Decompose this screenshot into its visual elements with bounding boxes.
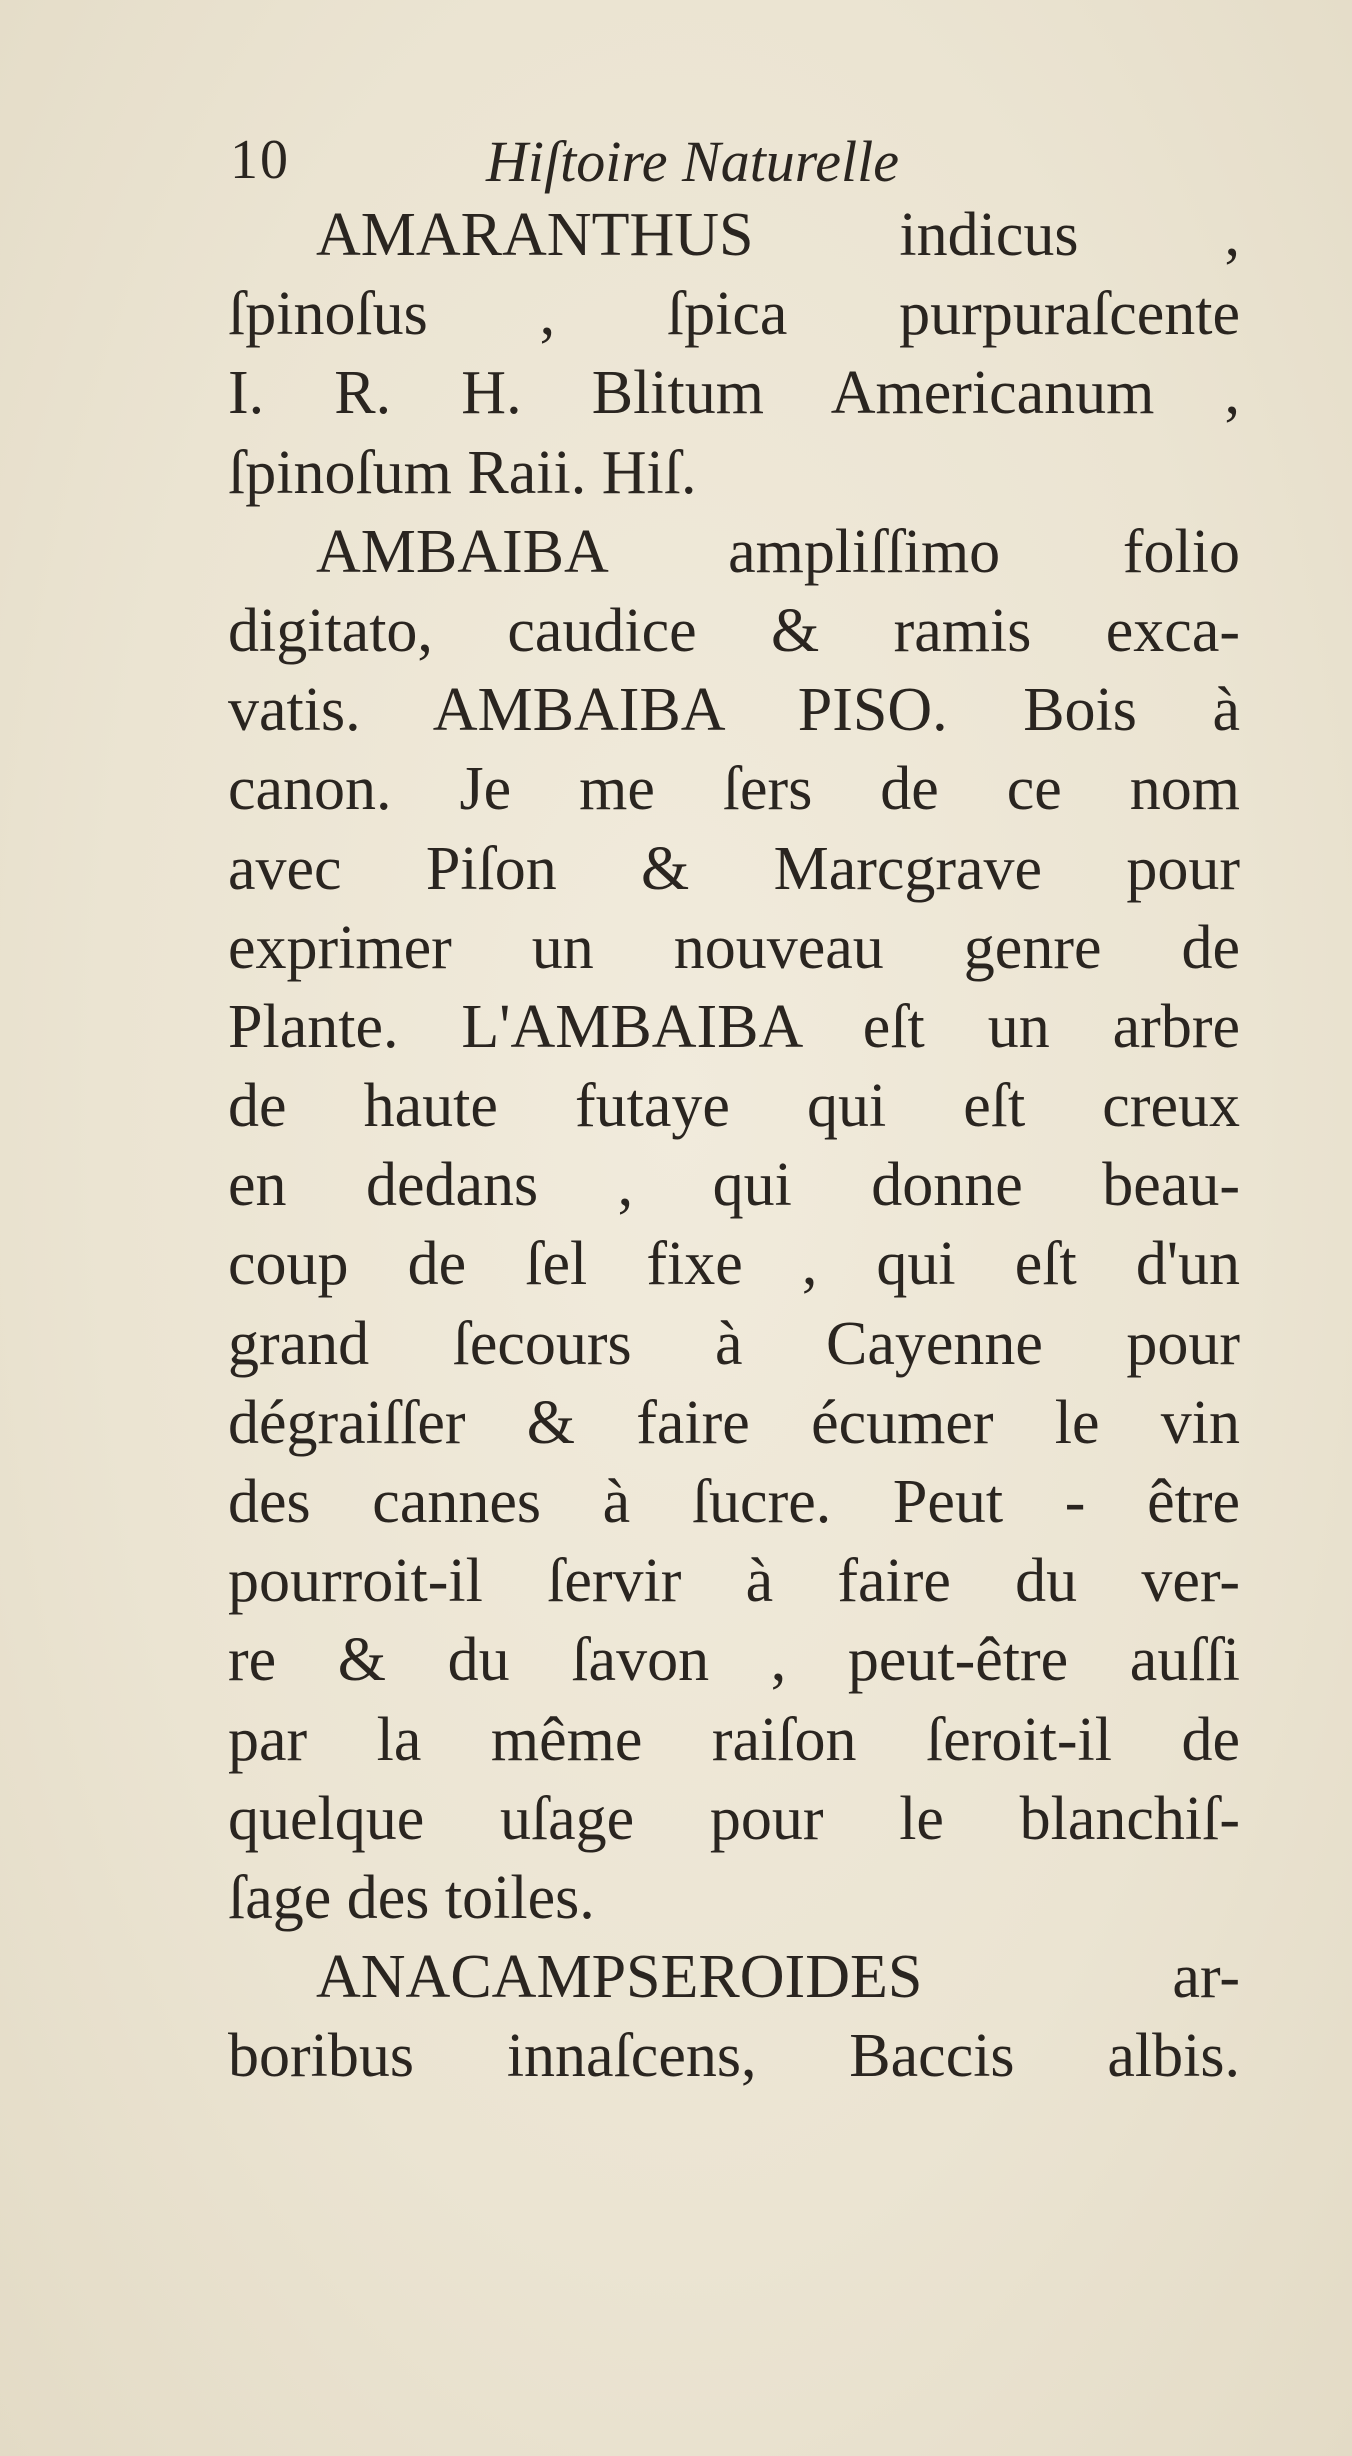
- text-line: ſage des toiles.: [228, 1863, 595, 1932]
- text-line: grand ſecours à Cayenne pour: [228, 1309, 1240, 1378]
- text-line: vatis. AMBAIBA PISO. Bois à: [228, 676, 1240, 745]
- text-line: quelque uſage pour le blanchiſ-: [228, 1784, 1240, 1853]
- page-number: 10: [230, 129, 290, 191]
- text-line: AMARANTHUS indicus ,: [316, 201, 1240, 269]
- text-line: pourroit-il ſervir à faire du ver-: [228, 1547, 1240, 1616]
- text-line: de haute futaye qui eſt creux: [228, 1072, 1240, 1141]
- body-text: [228, 196, 1240, 2097]
- text-line: ſpinoſum Raii. Hiſ.: [228, 438, 697, 507]
- text-line: avec Piſon & Marcgrave pour: [228, 834, 1240, 903]
- text-line: re & du ſavon , peut-être auſſi: [228, 1626, 1240, 1695]
- text-line: des cannes à ſucre. Peut - être: [228, 1468, 1240, 1536]
- text-line: par la même raiſon ſeroit-il de: [228, 1705, 1240, 1774]
- text-line: AMBAIBA ampliſſimo folio: [316, 517, 1240, 586]
- text-line: canon. Je me ſers de ce nom: [228, 755, 1240, 824]
- text-line: coup de ſel fixe , qui eſt d'un: [228, 1230, 1240, 1299]
- text-line: en dedans , qui donne beau-: [228, 1151, 1240, 1220]
- text-line: digitato, caudice & ramis exca-: [228, 596, 1240, 665]
- text-line: boribus innaſcens, Baccis albis.: [228, 2022, 1240, 2091]
- text-line: dégraiſſer & faire écumer le vin: [228, 1388, 1240, 1457]
- text-line: Plante. L'AMBAIBA eſt un arbre: [228, 992, 1240, 1061]
- text-line: exprimer un nouveau genre de: [228, 913, 1240, 982]
- text-line: I. R. H. Blitum Americanum ,: [228, 359, 1240, 428]
- text-line: ſpinoſus , ſpica purpuraſcente: [228, 280, 1240, 349]
- running-title: Hiſtoire Naturelle: [486, 129, 899, 194]
- text-line: ANACAMPSEROIDES ar-: [316, 1943, 1240, 2012]
